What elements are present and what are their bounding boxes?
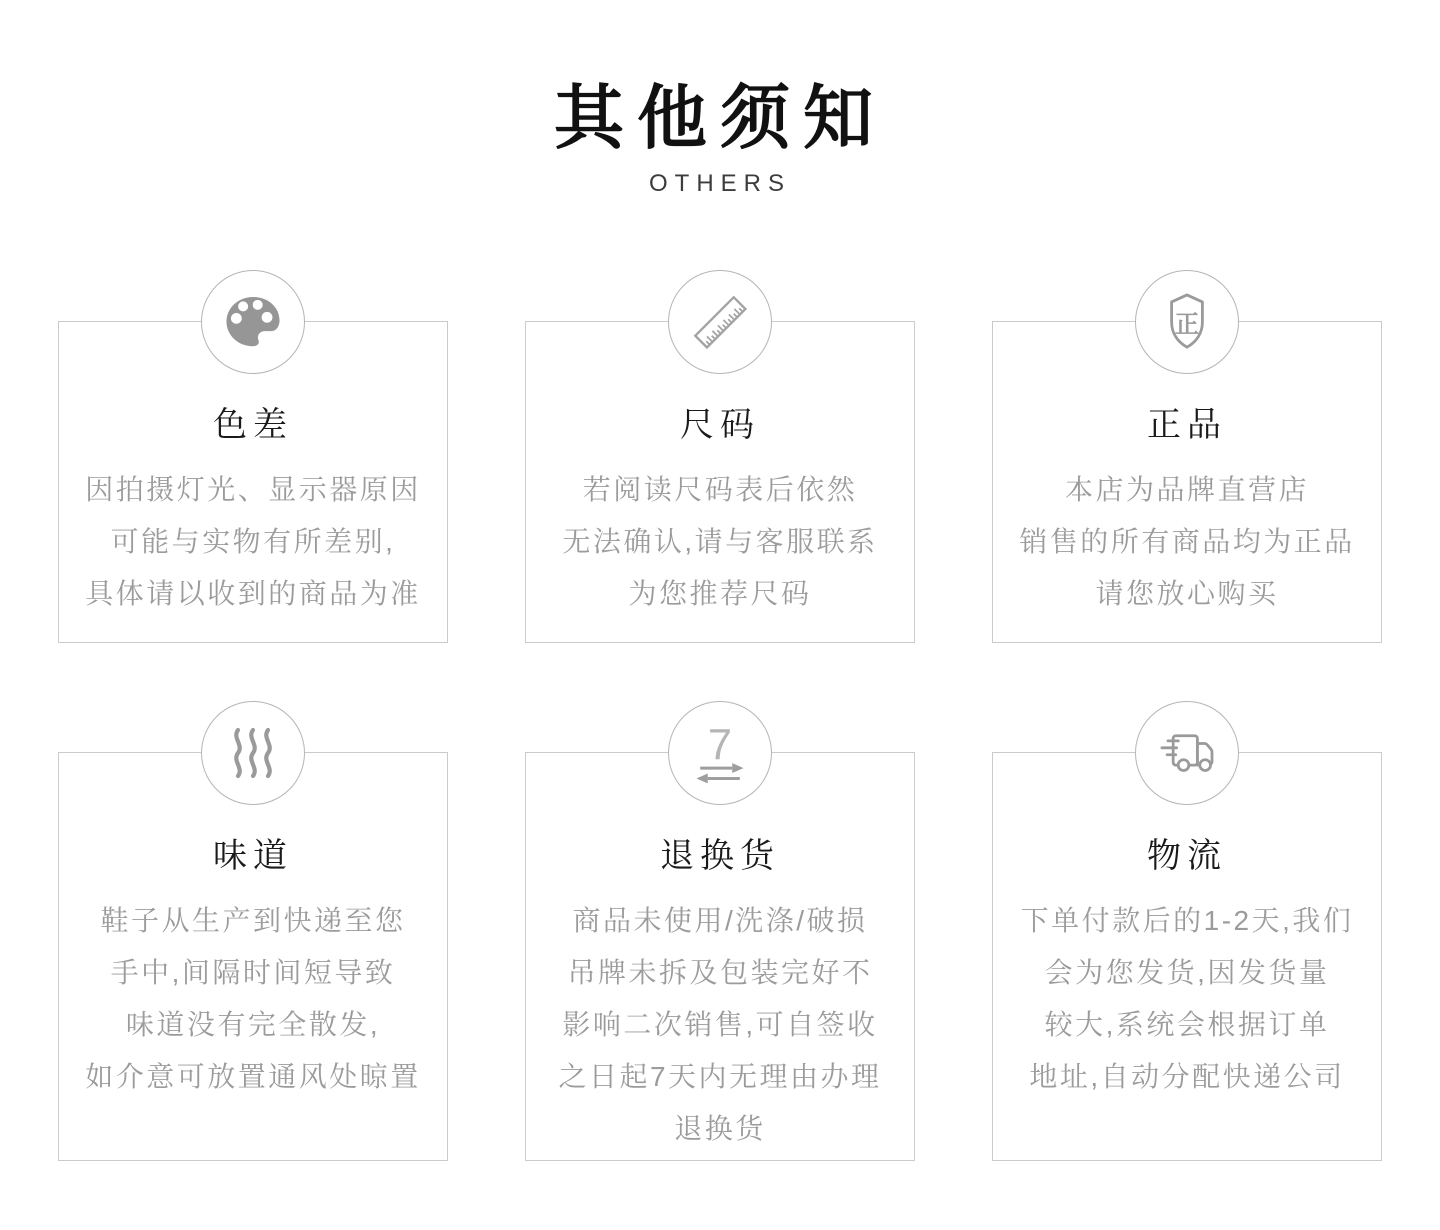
card-body-line: 味道没有完全散发, [125,1009,381,1040]
card-returns [525,721,915,1161]
card-title: 尺码 [680,406,760,444]
authentic-shield-icon [1135,270,1239,374]
section-header [0,0,1440,198]
card-body-line: 吊牌未拆及包装完好不 [567,957,873,988]
cards-row-2 [58,721,1382,1161]
card-body-line: 本店为品牌直营店 [1064,474,1309,505]
return-exchange-icon [668,701,772,805]
card-authentic [992,311,1382,643]
card-body-line: 之日起7天内无理由办理 [558,1061,882,1092]
card-body-line: 影响二次销售,可自签收 [562,1009,878,1040]
card-body-line: 会为您发货,因发货量 [1044,957,1330,988]
card-body-line: 具体请以收到的商品为准 [85,578,421,609]
card-body-line: 较大,系统会根据订单 [1044,1009,1330,1040]
cards-row-1 [58,311,1382,643]
card-title: 色差 [213,406,293,444]
card-body-line: 商品未使用/洗涤/破损 [572,905,868,936]
card-body-line: 因拍摄灯光、显示器原因 [85,474,421,505]
card-body-line: 鞋子从生产到快递至您 [100,905,406,936]
card-body-line: 地址,自动分配快递公司 [1029,1061,1345,1092]
shield-zheng-char: 正 [1174,311,1200,339]
card-title: 正品 [1147,406,1227,444]
card-body-line: 无法确认,请与客服联系 [562,526,878,557]
palette-icon [201,270,305,374]
card-body [993,464,1381,620]
card-body [59,464,447,620]
truck-icon [1135,701,1239,805]
card-body-line: 若阅读尺码表后依然 [582,474,858,505]
card-body [526,895,914,1155]
card-body [526,464,914,620]
card-color-difference [58,321,448,643]
card-title: 退换货 [660,837,780,875]
card-body-line: 请您放心购买 [1095,578,1279,609]
card-title: 物流 [1147,837,1227,875]
smell-steam-icon [201,701,305,805]
card-body-line: 如介意可放置通风处晾置 [85,1061,421,1092]
ruler-icon [668,270,772,374]
card-body-line: 销售的所有商品均为正品 [1019,526,1355,557]
card-body [993,895,1381,1103]
page-subtitle: OTHERS [648,170,791,197]
page-title: 其他须知 [554,79,886,157]
card-body-line: 可能与实物有所差别, [110,526,396,557]
card-body [59,895,447,1103]
card-body-line: 下单付款后的1-2天,我们 [1020,905,1354,936]
card-smell [58,752,448,1161]
card-body-line: 退换货 [674,1113,766,1144]
card-logistics [992,752,1382,1161]
card-title: 味道 [213,837,293,875]
card-body-line: 手中,间隔时间短导致 [110,957,396,988]
card-body-line: 为您推荐尺码 [628,578,812,609]
card-size [525,321,915,643]
return-days-digit: 7 [707,721,733,770]
